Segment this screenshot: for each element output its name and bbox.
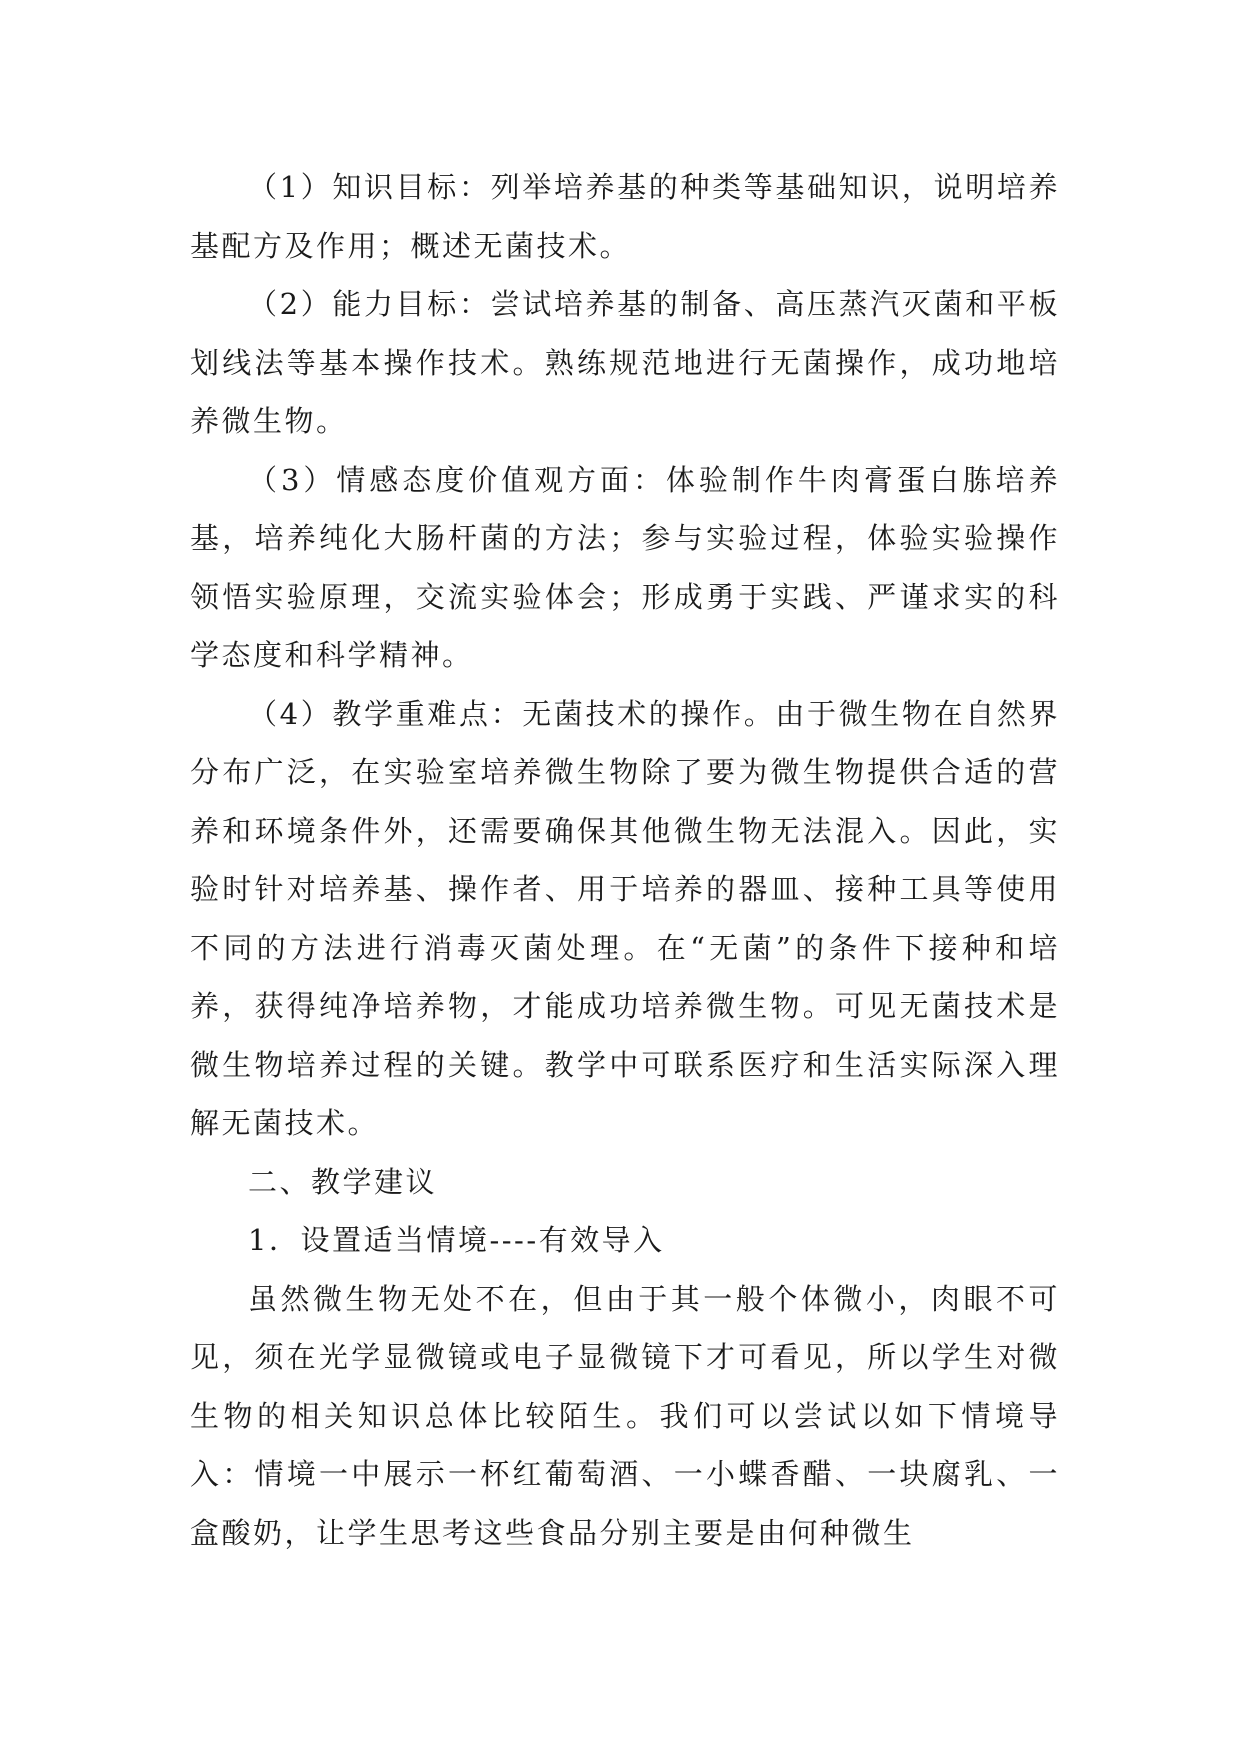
subheading-set-situation: 1．设置适当情境----有效导入 [248,1223,665,1257]
paragraph-knowledge-goal: （1）知识目标：列举培养基的种类等基础知识，说明培养基配方及作用；概述无菌技术。 [190,170,1060,263]
document-body [190,158,1060,1562]
paragraph-ability-goal: （2）能力目标：尝试培养基的制备、高压蒸汽灭菌和平板划线法等基本操作技术。熟练规范地进行无菌操作，成功地培养微生物。 [190,287,1060,438]
paragraph-attitude-values: （3）情感态度价值观方面：体验制作牛肉膏蛋白胨培养基，培养纯化大肠杆菌的方法；参与实验过程，体验实验操作领悟实验原理，交流实验体会；形成勇于实践、严谨求实的科学态度和科学精神。 [190,462,1060,672]
paragraph-key-difficulties: （4）教学重难点：无菌技术的操作。由于微生物在自然界分布广泛，在实验室培养微生物除了要为微生物提供合适的营养和环境条件外，还需要确保其他微生物无法混入。因此，实验时针对培养基、操作者、用于培养的器皿、接种工具等使用不同的方法进行消毒灭菌处理。在“无菌”的条件下接种和培养，获得纯净培养物，才能成功培养微生物。可见无菌技术是微生物培养过程的关键。教学中可联系医疗和生活实际深入理解无菌技术。 [190,696,1060,1140]
paragraph-situation-intro: 虽然微生物无处不在，但由于其一般个体微小，肉眼不可见，须在光学显微镜或电子显微镜下才可看见，所以学生对微生物的相关知识总体比较陌生。我们可以尝试以如下情境导入：情境一中展示一杯红葡萄酒、一小蝶香醋、一块腐乳、一盒酸奶，让学生思考这些食品分别主要是由何种微生 [190,1281,1060,1550]
section-heading-teaching-suggestions: 二、教学建议 [248,1164,438,1199]
